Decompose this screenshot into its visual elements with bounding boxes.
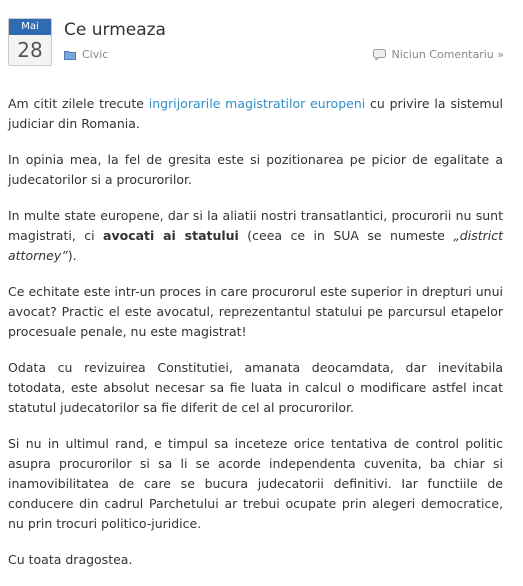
paragraph-text: In multe state europene, dar si la aliatii nostri transatlantici, procurorii nu sunt magistrati, ci (8, 208, 503, 243)
category-link[interactable]: Civic (82, 48, 109, 61)
folder-icon (64, 50, 76, 60)
post-date-badge (8, 18, 52, 66)
post-paragraph (8, 206, 503, 266)
post-paragraph: In opinia mea, la fel de gresita este si pozitionarea pe picior de egalitate a judecatorilor si a procurorilor. (8, 152, 503, 187)
post-paragraph: Ce echitate este intr-un proces in care procurorul este superior in drepturi unui avocat? Practic el este avocatul, reprezentantul statului pe parcursul etapelor procesuale penale, nu este magistrat! (8, 284, 503, 339)
post-title[interactable]: Ce urmeaza (64, 20, 166, 40)
paragraph-text: cu privire la sistemul judiciar din Romania. (8, 96, 503, 131)
post-meta (64, 48, 504, 64)
post-category (64, 48, 108, 61)
post-date-month: Mai (9, 19, 51, 35)
paragraph-text: Am citit zilele trecute (8, 96, 149, 111)
paragraph-text: ). (67, 248, 77, 263)
post-paragraph: Cu toata dragostea. (8, 552, 133, 567)
post-paragraph (8, 94, 503, 134)
post-paragraph: Si nu in ultimul rand, e timpul sa inceteze orice tentativa de control politic asupra procurorilor si sa li se acorde independenta cuvenita, ba chiar si inamovibilitatea de care se bucura judecatorii definitivi. Iar functiile de conducere din cadrul Parchetului ar trebui ocupate prin alegeri democratice, nu prin trocuri politico-juridice. (8, 436, 503, 531)
comment-icon (373, 49, 387, 61)
post-comments (373, 48, 504, 61)
post-date-day: 28 (17, 38, 43, 62)
article-link[interactable]: ingrijorarile magistratilor europeni (148, 96, 366, 111)
paragraph-text: (ceea ce in SUA se numeste (238, 228, 454, 243)
comments-link[interactable]: Niciun Comentariu » (391, 48, 504, 61)
post-paragraph: Odata cu revizuirea Constitutiei, amanata deocamdata, dar inevitabila totodata, este absolut necesar sa fie luata in calcul o modificare astfel incat statutul judecatorilor sa fie diferit de cel al procurorilor. (8, 360, 503, 415)
post-body (8, 94, 503, 586)
italic-text: „district attorney” (8, 228, 503, 263)
bold-text: avocati ai statului (103, 228, 239, 243)
